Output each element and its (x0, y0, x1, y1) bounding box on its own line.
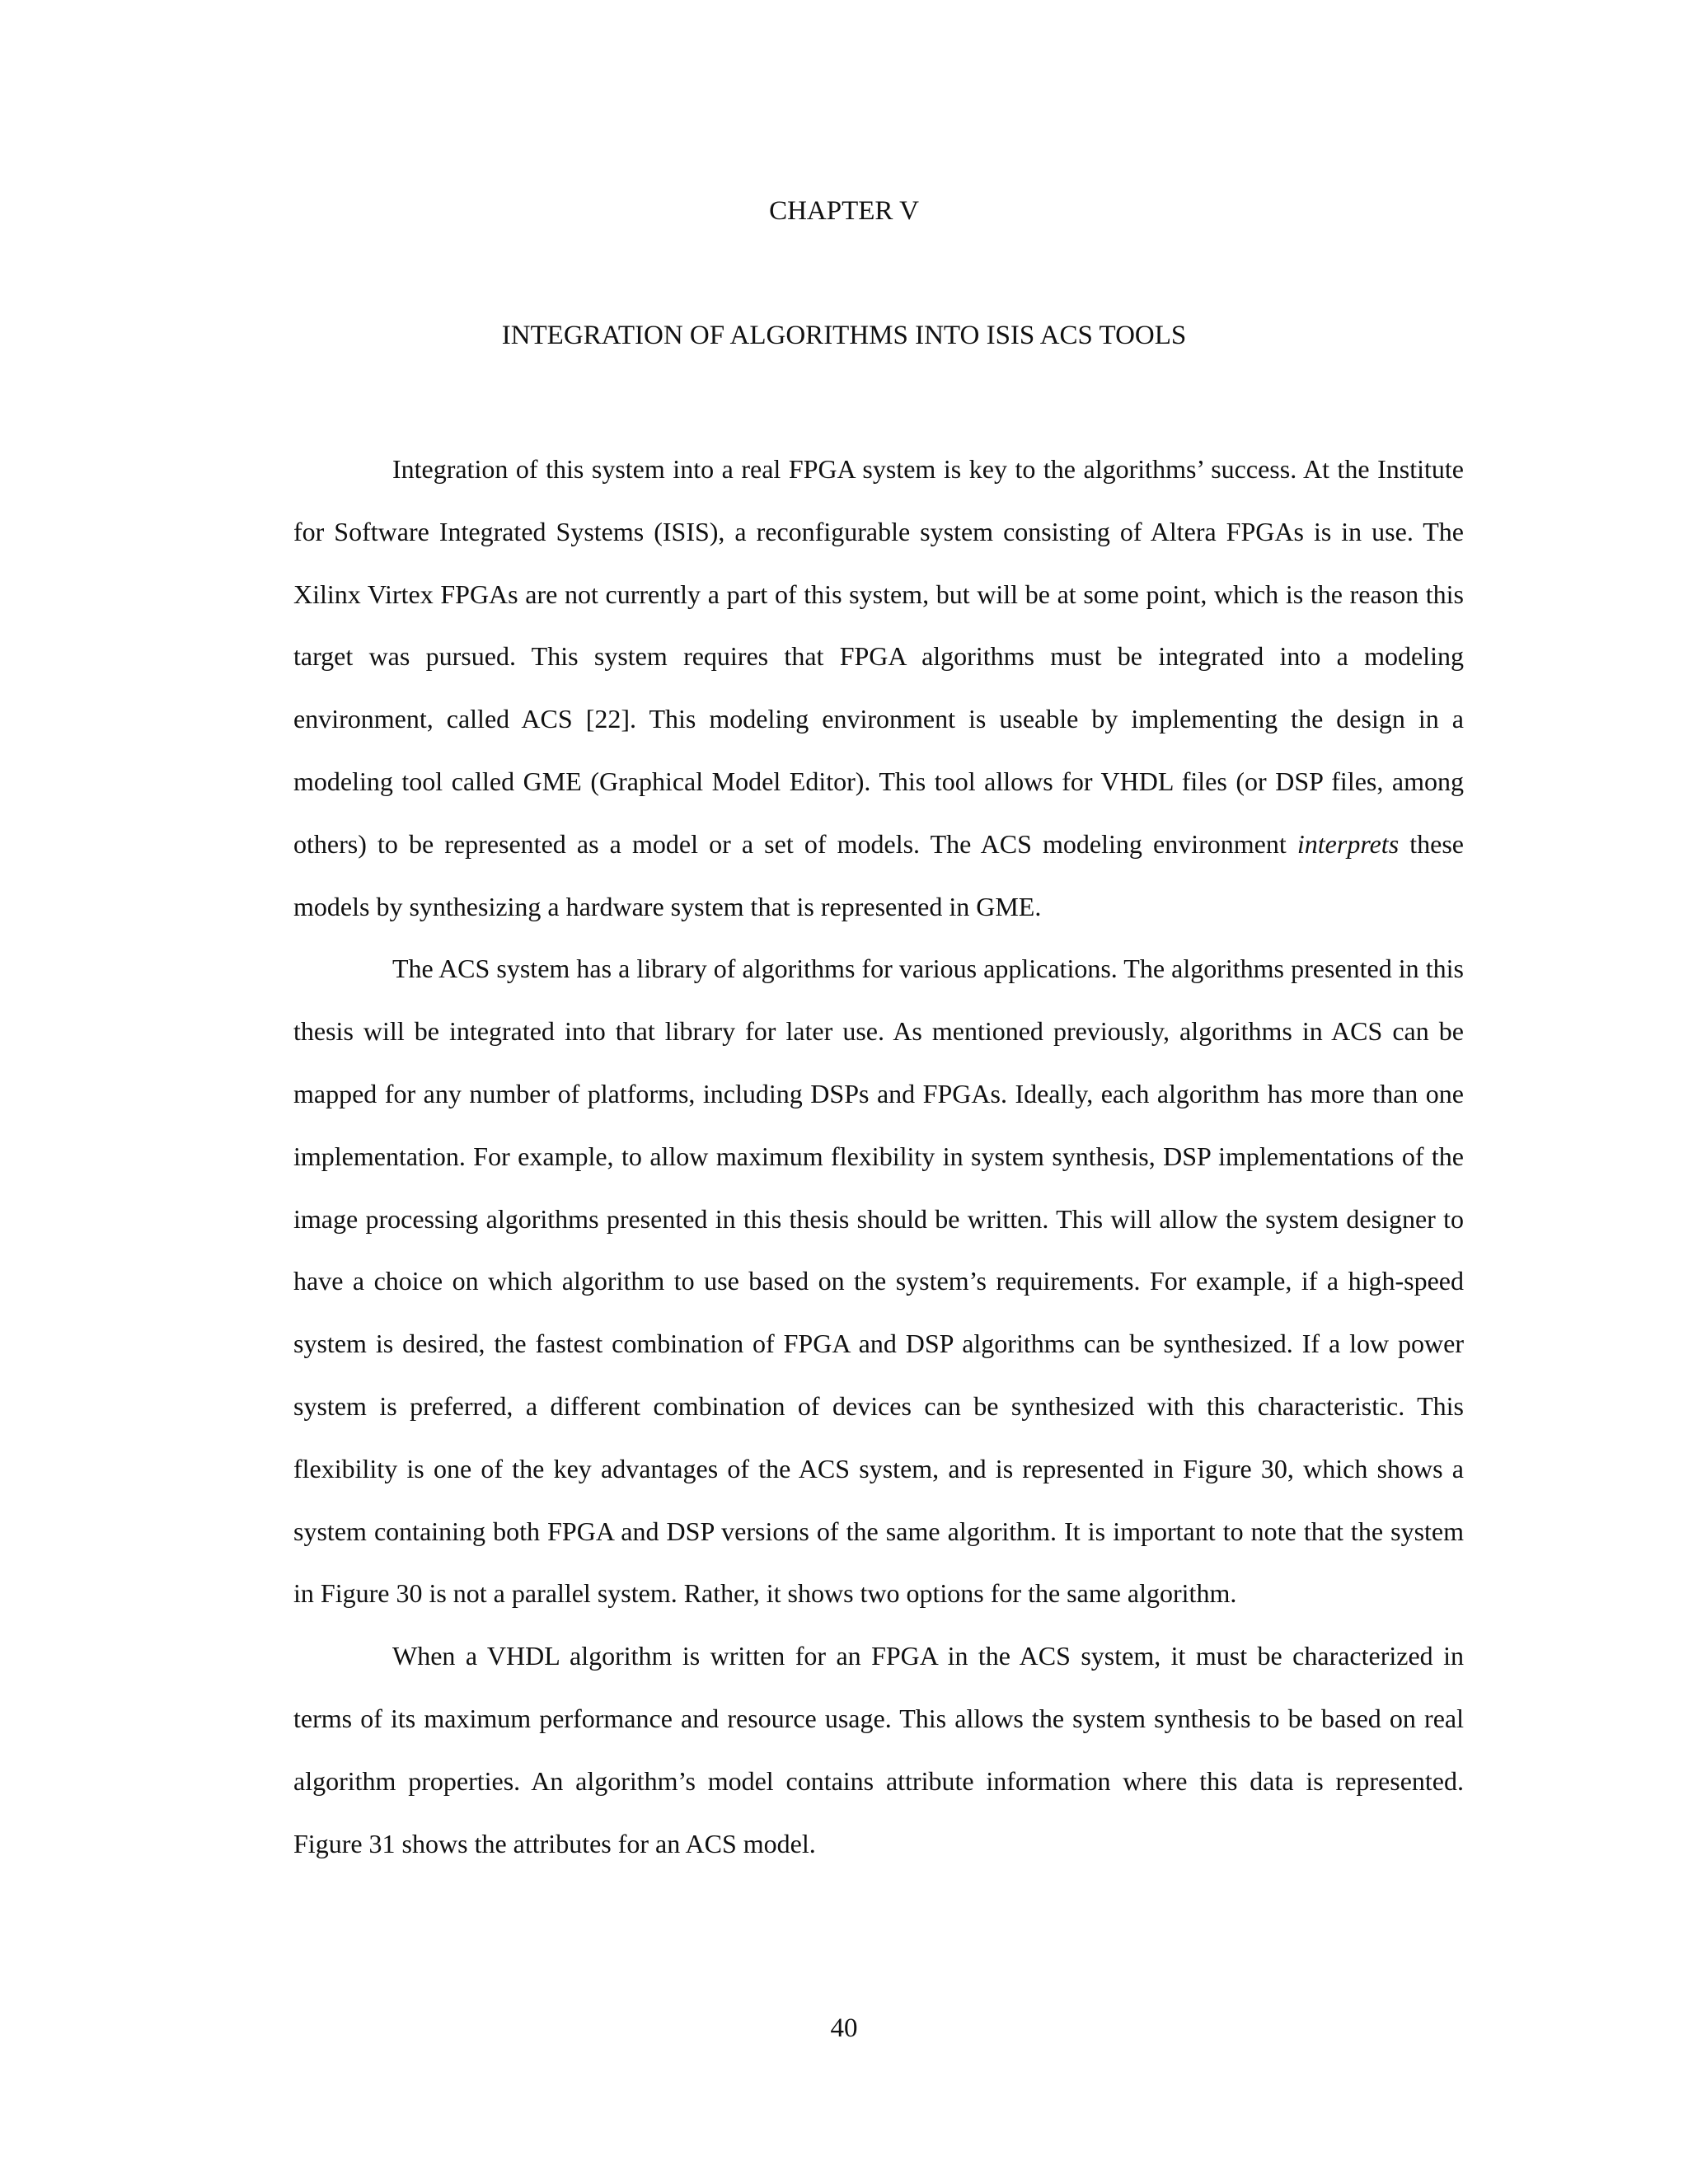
paragraph-1-text-end: these models by synthesizing a hardware system that is represented in GME. (293, 828, 1465, 921)
chapter-body (293, 438, 1464, 1875)
paragraph-1-text-start: Integration of this system into a real FPGA system is key to the algorithms’ success. At the Institute for Software Integrated Systems (ISIS), a reconfigurable system consisting of Altera FPGAs is in use. The Xilinx Virtex FPGAs are not currently a part of this system, but will be at some point, which is the reason this target was pursued. This system requires that FPGA algorithms must be integrated into a modeling environment, called ACS [22]. This modeling environment is useable by implementing the design in a modeling tool called GME (Graphical Model Editor). This tool allows for VHDL files (or DSP files, among others) to be represented as a model or a set of models. The ACS modeling environment (293, 454, 1464, 859)
paragraph-3: When a VHDL algorithm is written for an FPGA in the ACS system, it must be characterized in terms of its maximum performance and resource usage. This allows the system synthesis to be based on real algorithm properties. An algorithm’s model contains attribute information where this data is represented. Figure 31 shows the attributes for an ACS model. (293, 1641, 1464, 1858)
paragraph-1 (293, 438, 1464, 938)
page-number: 40 (830, 2013, 858, 2043)
paragraph-2: The ACS system has a library of algorithms for various applications. The algorithms presented in this thesis will be integrated into that library for later use. As mentioned previously, algorithms in ACS can be mapped for any number of platforms, including DSPs and FPGAs. Ideally, each algorithm has more than one implementation. For example, to allow maximum flexibility in system synthesis, DSP implementations of the image processing algorithms presented in this thesis should be written. This will allow the system designer to have a choice on which algorithm to use based on the system’s requirements. For example, if a high-speed system is desired, the fastest combination of FPGA and DSP algorithms can be synthesized. If a low power system is preferred, a different combination of devices can be synthesized with this characteristic. This flexibility is one of the key advantages of the ACS system, and is represented in Figure 30, which shows a system containing both FPGA and DSP versions of the same algorithm. It is important to note that the system in Figure 30 is not a parallel system. Rather, it shows two options for the same algorithm. (293, 954, 1464, 1609)
paragraph-1-emphasis: interprets (1296, 828, 1400, 859)
chapter-label: CHAPTER V (769, 196, 919, 226)
chapter-title: INTEGRATION OF ALGORITHMS INTO ISIS ACS TOOLS (501, 321, 1187, 350)
